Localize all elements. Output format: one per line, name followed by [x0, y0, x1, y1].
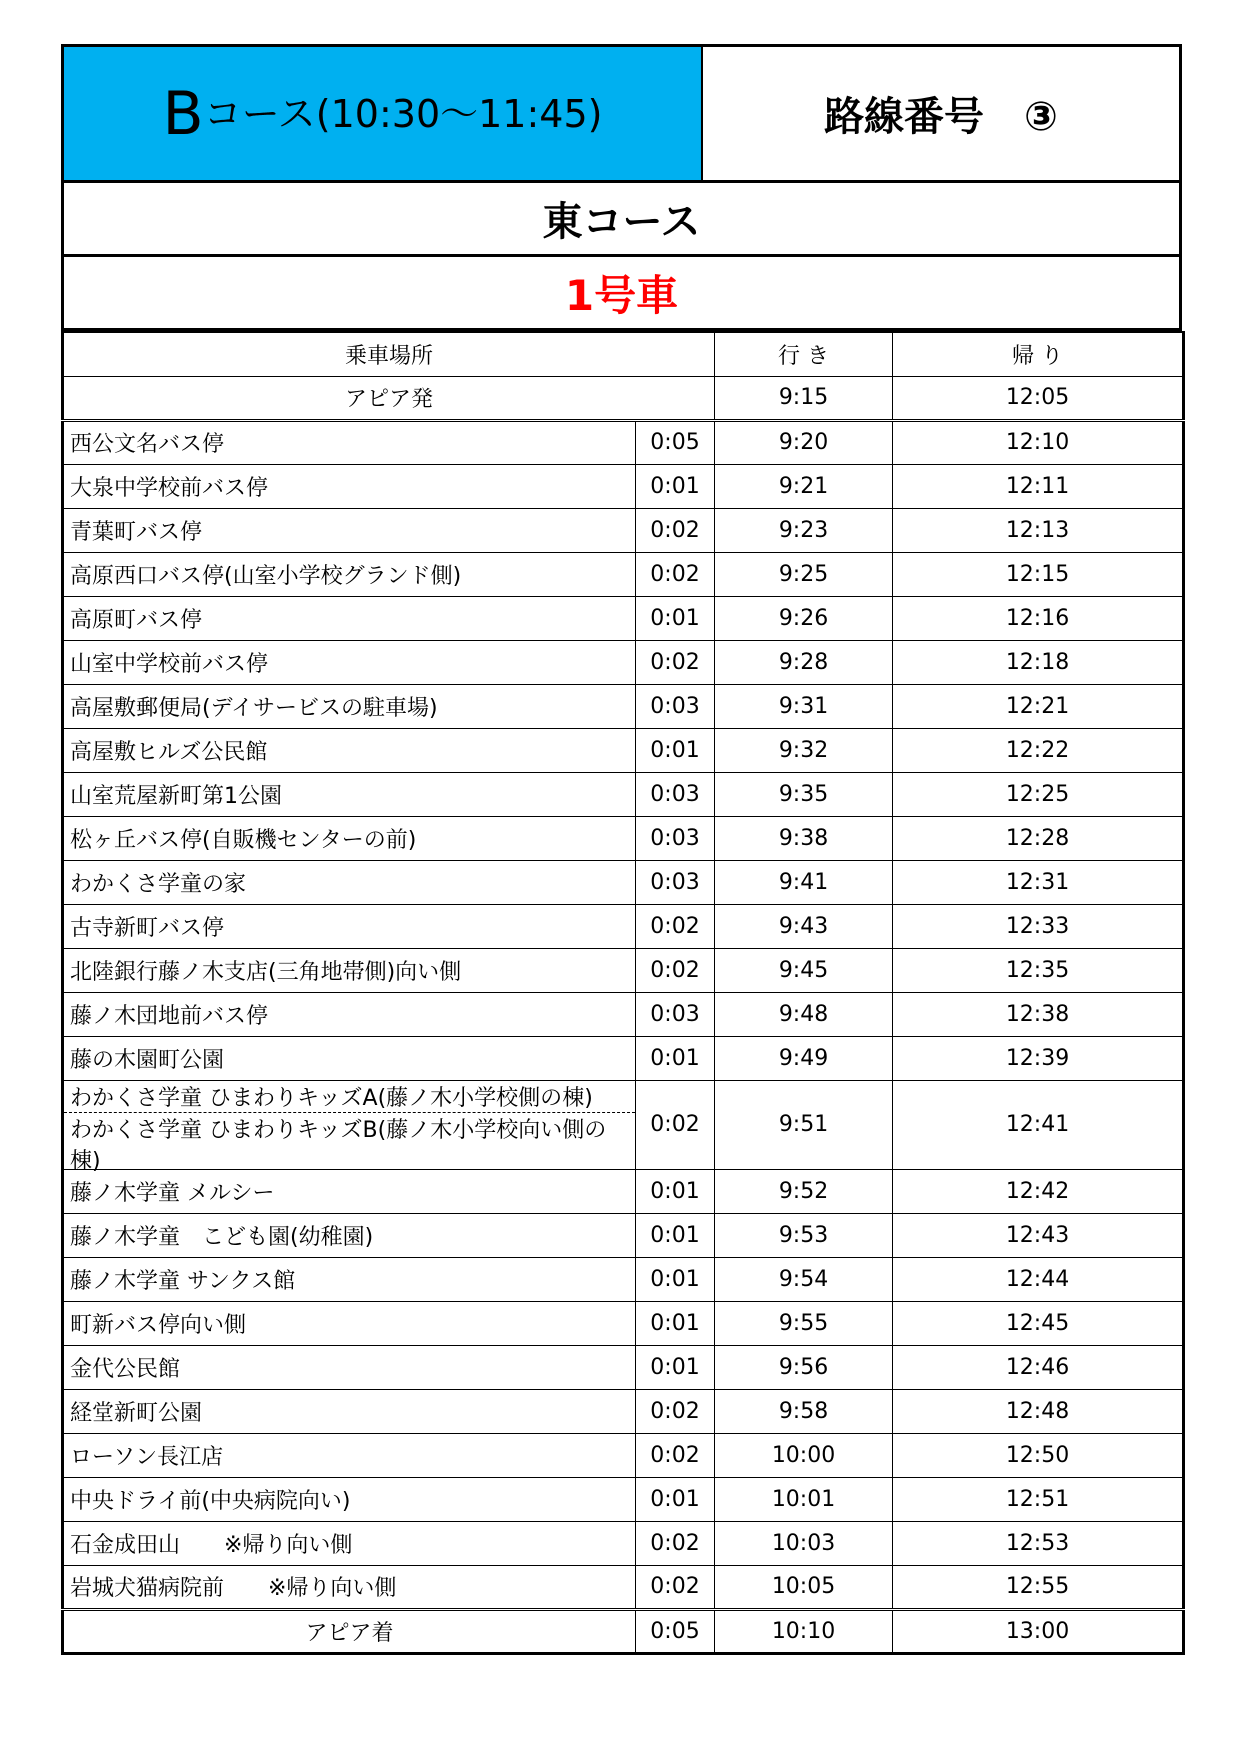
depart-name: アピア発: [63, 376, 715, 420]
stop-name: 石金成田山 ※帰り向い側: [63, 1521, 636, 1565]
col-place-header: 乗車場所: [63, 332, 715, 376]
stop-row: [63, 1433, 1184, 1477]
stop-go-time: 9:48: [715, 992, 893, 1036]
stop-row: [63, 816, 1184, 860]
stop-return-time: 12:44: [893, 1257, 1184, 1301]
stop-interval: 0:03: [636, 684, 715, 728]
arrive-row: [63, 1609, 1184, 1653]
stop-interval: 0:02: [636, 552, 715, 596]
stop-name-pair: [63, 1080, 636, 1174]
stop-row: [63, 1169, 1184, 1213]
stop-return-time: 12:50: [893, 1433, 1184, 1477]
stop-name-b: わかくさ学童 ひまわりキッズB(藤ノ木小学校向い側の棟): [70, 1117, 607, 1174]
stop-row: [63, 1257, 1184, 1301]
stop-row: [63, 1565, 1184, 1609]
stop-go-time: 9:53: [715, 1213, 893, 1257]
stop-return-time: 12:35: [893, 948, 1184, 992]
stop-interval: 0:01: [636, 1345, 715, 1389]
stop-row: [63, 596, 1184, 640]
stop-interval: 0:01: [636, 1213, 715, 1257]
stop-name: 大泉中学校前バス停: [63, 464, 636, 508]
stop-interval: 0:01: [636, 596, 715, 640]
stop-return-time: 12:55: [893, 1565, 1184, 1609]
stop-row: [63, 948, 1184, 992]
stop-go-time: 9:41: [715, 860, 893, 904]
stop-name: 高屋敷ヒルズ公民館: [63, 728, 636, 772]
stop-go-time: 9:20: [715, 420, 893, 464]
stop-go-time: 9:26: [715, 596, 893, 640]
stop-go-time: 9:23: [715, 508, 893, 552]
stop-return-time: 12:15: [893, 552, 1184, 596]
stop-return-time: 12:38: [893, 992, 1184, 1036]
stop-row: [63, 1345, 1184, 1389]
stop-go-time: 9:55: [715, 1301, 893, 1345]
stop-go-time: 9:38: [715, 816, 893, 860]
stop-interval: 0:05: [636, 420, 715, 464]
stop-name: 高原西口バス停(山室小学校グランド側): [63, 552, 636, 596]
stop-interval: 0:01: [636, 1301, 715, 1345]
course-letter: B: [162, 78, 204, 149]
stop-name: 藤ノ木団地前バス停: [63, 992, 636, 1036]
stop-row: [63, 420, 1184, 464]
stop-go-time: 9:45: [715, 948, 893, 992]
stop-interval: 0:02: [636, 904, 715, 948]
stop-return-time: 12:22: [893, 728, 1184, 772]
timetable-sheet: [61, 44, 1182, 1655]
stop-row-split: [63, 1080, 1184, 1169]
stop-interval: 0:02: [636, 1433, 715, 1477]
stop-name: 岩城犬猫病院前 ※帰り向い側: [63, 1565, 636, 1609]
arrive-name: アピア着: [63, 1609, 636, 1653]
stop-row: [63, 860, 1184, 904]
stop-return-time: 12:18: [893, 640, 1184, 684]
stop-name: 藤ノ木学童 メルシー: [63, 1169, 636, 1213]
course-name: 東コース: [61, 183, 1182, 257]
header-top: [61, 44, 1182, 183]
stop-name: 北陸銀行藤ノ木支店(三角地帯側)向い側: [63, 948, 636, 992]
stop-return-time: 12:45: [893, 1301, 1184, 1345]
stop-go-time: 9:35: [715, 772, 893, 816]
stop-return-time: 12:16: [893, 596, 1184, 640]
stop-name: 松ヶ丘バス停(自販機センターの前): [63, 816, 636, 860]
stop-row: [63, 1477, 1184, 1521]
stop-interval: 0:01: [636, 1036, 715, 1080]
stop-row: [63, 1521, 1184, 1565]
stop-go-time: 9:28: [715, 640, 893, 684]
stop-interval: 0:01: [636, 1477, 715, 1521]
stop-return-time: 12:21: [893, 684, 1184, 728]
col-return-header: 帰 り: [893, 332, 1184, 376]
stop-go-time: 9:43: [715, 904, 893, 948]
stop-row: [63, 1213, 1184, 1257]
stop-row: [63, 464, 1184, 508]
stop-interval: 0:03: [636, 992, 715, 1036]
stop-interval: 0:02: [636, 1080, 715, 1169]
depart-return: 12:05: [893, 376, 1184, 420]
stop-return-time: 12:33: [893, 904, 1184, 948]
stop-return-time: 12:53: [893, 1521, 1184, 1565]
stop-interval: 0:02: [636, 1565, 715, 1609]
stop-interval: 0:02: [636, 508, 715, 552]
stop-interval: 0:01: [636, 728, 715, 772]
stop-return-time: 12:28: [893, 816, 1184, 860]
stop-go-time: 9:51: [715, 1080, 893, 1169]
stop-interval: 0:01: [636, 464, 715, 508]
stop-row: [63, 728, 1184, 772]
stop-return-time: 12:41: [893, 1080, 1184, 1169]
stop-return-time: 12:39: [893, 1036, 1184, 1080]
stop-return-time: 12:43: [893, 1213, 1184, 1257]
stop-name: 藤ノ木学童 こども園(幼稚園): [63, 1213, 636, 1257]
stop-row: [63, 992, 1184, 1036]
stop-return-time: 12:51: [893, 1477, 1184, 1521]
stop-name: 古寺新町バス停: [63, 904, 636, 948]
stop-interval: 0:02: [636, 948, 715, 992]
stop-row: [63, 1301, 1184, 1345]
stop-go-time: 9:32: [715, 728, 893, 772]
column-header-row: [63, 332, 1184, 376]
stop-go-time: 9:25: [715, 552, 893, 596]
arrive-interval: 0:05: [636, 1609, 715, 1653]
stop-name-a: わかくさ学童 ひまわりキッズA(藤ノ木小学校側の棟): [64, 1081, 635, 1113]
stop-name: 山室荒屋新町第1公園: [63, 772, 636, 816]
stop-go-time: 9:58: [715, 1389, 893, 1433]
col-go-header: 行 き: [715, 332, 893, 376]
stop-return-time: 12:11: [893, 464, 1184, 508]
stop-return-time: 12:48: [893, 1389, 1184, 1433]
stop-row: [63, 772, 1184, 816]
stop-interval: 0:01: [636, 1257, 715, 1301]
stop-name: 青葉町バス停: [63, 508, 636, 552]
arrive-go: 10:10: [715, 1609, 893, 1653]
stop-row: [63, 1389, 1184, 1433]
stop-go-time: 10:05: [715, 1565, 893, 1609]
stop-interval: 0:03: [636, 860, 715, 904]
car-number: 1号車: [61, 257, 1182, 331]
stop-name: 金代公民館: [63, 1345, 636, 1389]
stop-go-time: 9:21: [715, 464, 893, 508]
stop-return-time: 12:31: [893, 860, 1184, 904]
route-number: 路線番号 ③: [824, 94, 1058, 140]
depart-row: [63, 376, 1184, 420]
arrive-return: 13:00: [893, 1609, 1184, 1653]
stop-go-time: 10:01: [715, 1477, 893, 1521]
stop-name: 町新バス停向い側: [63, 1301, 636, 1345]
course-title: [64, 47, 703, 180]
stop-interval: 0:02: [636, 1521, 715, 1565]
stop-go-time: 9:56: [715, 1345, 893, 1389]
stop-row: [63, 684, 1184, 728]
stop-return-time: 12:42: [893, 1169, 1184, 1213]
stop-name: 藤ノ木学童 サンクス館: [63, 1257, 636, 1301]
stop-return-time: 12:46: [893, 1345, 1184, 1389]
stop-name: 高屋敷郵便局(デイサービスの駐車場): [63, 684, 636, 728]
stop-row: [63, 904, 1184, 948]
stop-name: 西公文名バス停: [63, 420, 636, 464]
stop-go-time: 9:52: [715, 1169, 893, 1213]
stop-go-time: 10:03: [715, 1521, 893, 1565]
stop-name: 経堂新町公園: [63, 1389, 636, 1433]
stop-name: 藤の木園町公園: [63, 1036, 636, 1080]
stop-row: [63, 508, 1184, 552]
stop-row: [63, 1036, 1184, 1080]
course-time: コース(10:30～11:45): [203, 91, 603, 136]
stop-interval: 0:01: [636, 1169, 715, 1213]
stop-go-time: 9:31: [715, 684, 893, 728]
stop-name: わかくさ学童の家: [63, 860, 636, 904]
stop-go-time: 9:49: [715, 1036, 893, 1080]
stop-name: 山室中学校前バス停: [63, 640, 636, 684]
stop-name: 中央ドライ前(中央病院向い): [63, 1477, 636, 1521]
stop-interval: 0:02: [636, 1389, 715, 1433]
stop-row: [63, 640, 1184, 684]
stop-go-time: 9:54: [715, 1257, 893, 1301]
stop-interval: 0:02: [636, 640, 715, 684]
depart-go: 9:15: [715, 376, 893, 420]
stop-row: [63, 552, 1184, 596]
stop-return-time: 12:13: [893, 508, 1184, 552]
stop-name: ローソン長江店: [63, 1433, 636, 1477]
stop-return-time: 12:10: [893, 420, 1184, 464]
stop-name: 高原町バス停: [63, 596, 636, 640]
stop-interval: 0:03: [636, 816, 715, 860]
schedule-table: [61, 331, 1185, 1655]
stop-return-time: 12:25: [893, 772, 1184, 816]
stop-interval: 0:03: [636, 772, 715, 816]
stop-go-time: 10:00: [715, 1433, 893, 1477]
